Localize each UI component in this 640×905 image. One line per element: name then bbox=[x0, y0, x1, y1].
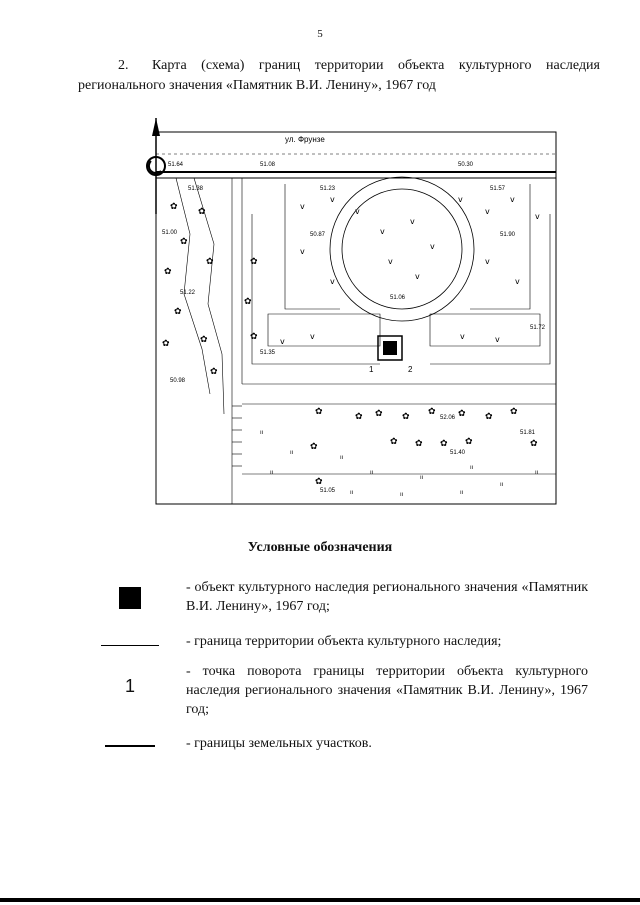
elevation-mark: 51.35 bbox=[260, 350, 276, 356]
svg-text:ıı: ıı bbox=[350, 489, 354, 496]
svg-text:✿: ✿ bbox=[170, 202, 178, 212]
elevation-mark: 50.30 bbox=[458, 162, 474, 168]
svg-text:✿: ✿ bbox=[206, 257, 214, 267]
svg-text:✿: ✿ bbox=[250, 332, 258, 342]
svg-text:✿: ✿ bbox=[210, 367, 218, 377]
heading-number: 2. bbox=[118, 58, 129, 73]
block-south-west bbox=[268, 314, 380, 346]
svg-text:v: v bbox=[410, 217, 415, 226]
line-icon bbox=[101, 645, 159, 646]
svg-text:✿: ✿ bbox=[390, 437, 398, 447]
svg-text:ıı: ıı bbox=[370, 469, 374, 476]
site-map-drawing bbox=[140, 114, 560, 509]
svg-text:✿: ✿ bbox=[415, 439, 423, 449]
elevation-mark: 51.05 bbox=[320, 488, 336, 494]
legend-symbol-square bbox=[100, 586, 160, 610]
svg-text:v: v bbox=[355, 207, 360, 216]
svg-text:v: v bbox=[380, 227, 385, 236]
grass-marks bbox=[260, 429, 539, 498]
elevation-mark: 51.00 bbox=[162, 230, 178, 236]
turn-point-number: 1 bbox=[124, 675, 135, 696]
svg-text:✿: ✿ bbox=[180, 237, 188, 247]
lawn-symbols bbox=[280, 195, 540, 346]
elevation-mark: 51.72 bbox=[530, 325, 546, 331]
block-northeast bbox=[470, 184, 530, 309]
svg-text:✿: ✿ bbox=[530, 439, 538, 449]
svg-text:ıı: ıı bbox=[290, 449, 294, 456]
svg-text:✿: ✿ bbox=[310, 442, 318, 452]
svg-text:ıı: ıı bbox=[400, 491, 404, 498]
legend-symbol-number bbox=[100, 674, 160, 698]
square-inner-ring bbox=[342, 189, 462, 309]
svg-text:✿: ✿ bbox=[315, 407, 323, 417]
svg-text:✿: ✿ bbox=[315, 477, 323, 487]
filled-square-icon bbox=[119, 587, 141, 609]
legend-text: - точка поворота границы территории объекта культурного наследия регионального значения «Памятник В.И. Ленину», 1967 год; bbox=[186, 664, 588, 717]
elevation-mark: 51.22 bbox=[180, 290, 196, 296]
heading-text: Карта (схема) границ территории объекта культурного наследия регионального значения «Памятник В.И. Ленину», 1967 год bbox=[78, 58, 600, 93]
svg-text:✿: ✿ bbox=[250, 257, 258, 267]
svg-text:✿: ✿ bbox=[440, 439, 448, 449]
svg-text:✿: ✿ bbox=[428, 407, 436, 417]
svg-text:✿: ✿ bbox=[458, 409, 466, 419]
hatched-strip bbox=[232, 406, 242, 466]
svg-text:ıı: ıı bbox=[420, 474, 424, 481]
svg-text:✿: ✿ bbox=[485, 412, 493, 422]
svg-text:v: v bbox=[415, 272, 420, 281]
svg-text:v: v bbox=[485, 207, 490, 216]
elevation-mark: 52.06 bbox=[440, 415, 456, 421]
svg-text:v: v bbox=[460, 332, 465, 341]
svg-text:v: v bbox=[535, 212, 540, 221]
elevation-mark: 51.08 bbox=[260, 162, 276, 168]
bottom-rule bbox=[0, 898, 640, 902]
svg-text:v: v bbox=[300, 247, 305, 256]
svg-text:v: v bbox=[515, 277, 520, 286]
elevation-mark: 51.90 bbox=[500, 232, 516, 238]
block-south-east bbox=[430, 314, 540, 346]
elevation-mark: 50.98 bbox=[170, 378, 186, 384]
svg-text:✿: ✿ bbox=[375, 409, 383, 419]
elevation-mark: 50.87 bbox=[310, 232, 326, 238]
svg-text:v: v bbox=[280, 337, 285, 346]
svg-text:v: v bbox=[330, 195, 335, 204]
svg-text:v: v bbox=[330, 277, 335, 286]
svg-text:v: v bbox=[430, 242, 435, 251]
svg-text:v: v bbox=[300, 202, 305, 211]
svg-text:v: v bbox=[310, 332, 315, 341]
elevation-mark: 51.06 bbox=[390, 295, 406, 301]
svg-text:✿: ✿ bbox=[244, 297, 252, 307]
elevation-mark: 51.81 bbox=[520, 430, 536, 436]
svg-text:✿: ✿ bbox=[174, 307, 182, 317]
svg-text:v: v bbox=[495, 335, 500, 344]
svg-text:v: v bbox=[388, 257, 393, 266]
svg-text:v: v bbox=[458, 195, 463, 204]
legend-text: - границы земельных участков. bbox=[186, 736, 372, 751]
elevation-mark: 51.38 bbox=[188, 186, 204, 192]
elevation-mark: 51.40 bbox=[450, 450, 466, 456]
boundary-point-2: 2 bbox=[408, 365, 413, 374]
vegetation-symbols bbox=[162, 202, 538, 487]
legend-text: - граница территории объекта культурного наследия; bbox=[186, 634, 502, 649]
monument-square bbox=[383, 341, 397, 355]
elevation-mark: 51.23 bbox=[320, 186, 336, 192]
svg-text:ıı: ıı bbox=[500, 481, 504, 488]
svg-text:ıı: ıı bbox=[460, 489, 464, 496]
site-map bbox=[140, 114, 560, 509]
elevation-mark: 51.64 bbox=[168, 162, 184, 168]
legend-text: - объект культурного наследия регионального значения «Памятник В.И. Ленину», 1967 год; bbox=[186, 580, 588, 614]
block-east bbox=[430, 214, 550, 364]
legend-title: Условные обозначения bbox=[247, 540, 393, 555]
elevation-mark: 51.57 bbox=[490, 186, 506, 192]
svg-text:✿: ✿ bbox=[510, 407, 518, 417]
svg-text:✿: ✿ bbox=[164, 267, 172, 277]
svg-text:ıı: ıı bbox=[270, 469, 274, 476]
svg-text:ıı: ıı bbox=[260, 429, 264, 436]
thick-line-icon bbox=[105, 745, 155, 747]
page-number: 5 bbox=[317, 28, 323, 40]
street-label: ул. Фрунзе bbox=[285, 135, 325, 144]
svg-text:ıı: ıı bbox=[535, 469, 539, 476]
svg-text:✿: ✿ bbox=[402, 412, 410, 422]
svg-text:ıı: ıı bbox=[340, 454, 344, 461]
svg-text:✿: ✿ bbox=[465, 437, 473, 447]
svg-text:v: v bbox=[485, 257, 490, 266]
legend-symbol-thick-line bbox=[100, 744, 160, 748]
svg-text:✿: ✿ bbox=[198, 207, 206, 217]
heading bbox=[78, 56, 600, 96]
svg-text:ıı: ıı bbox=[470, 464, 474, 471]
boundary-point-1: 1 bbox=[369, 365, 374, 374]
svg-text:✿: ✿ bbox=[200, 335, 208, 345]
svg-text:✿: ✿ bbox=[162, 339, 170, 349]
svg-text:✿: ✿ bbox=[355, 412, 363, 422]
svg-text:v: v bbox=[510, 195, 515, 204]
legend-symbol-line bbox=[100, 644, 160, 646]
